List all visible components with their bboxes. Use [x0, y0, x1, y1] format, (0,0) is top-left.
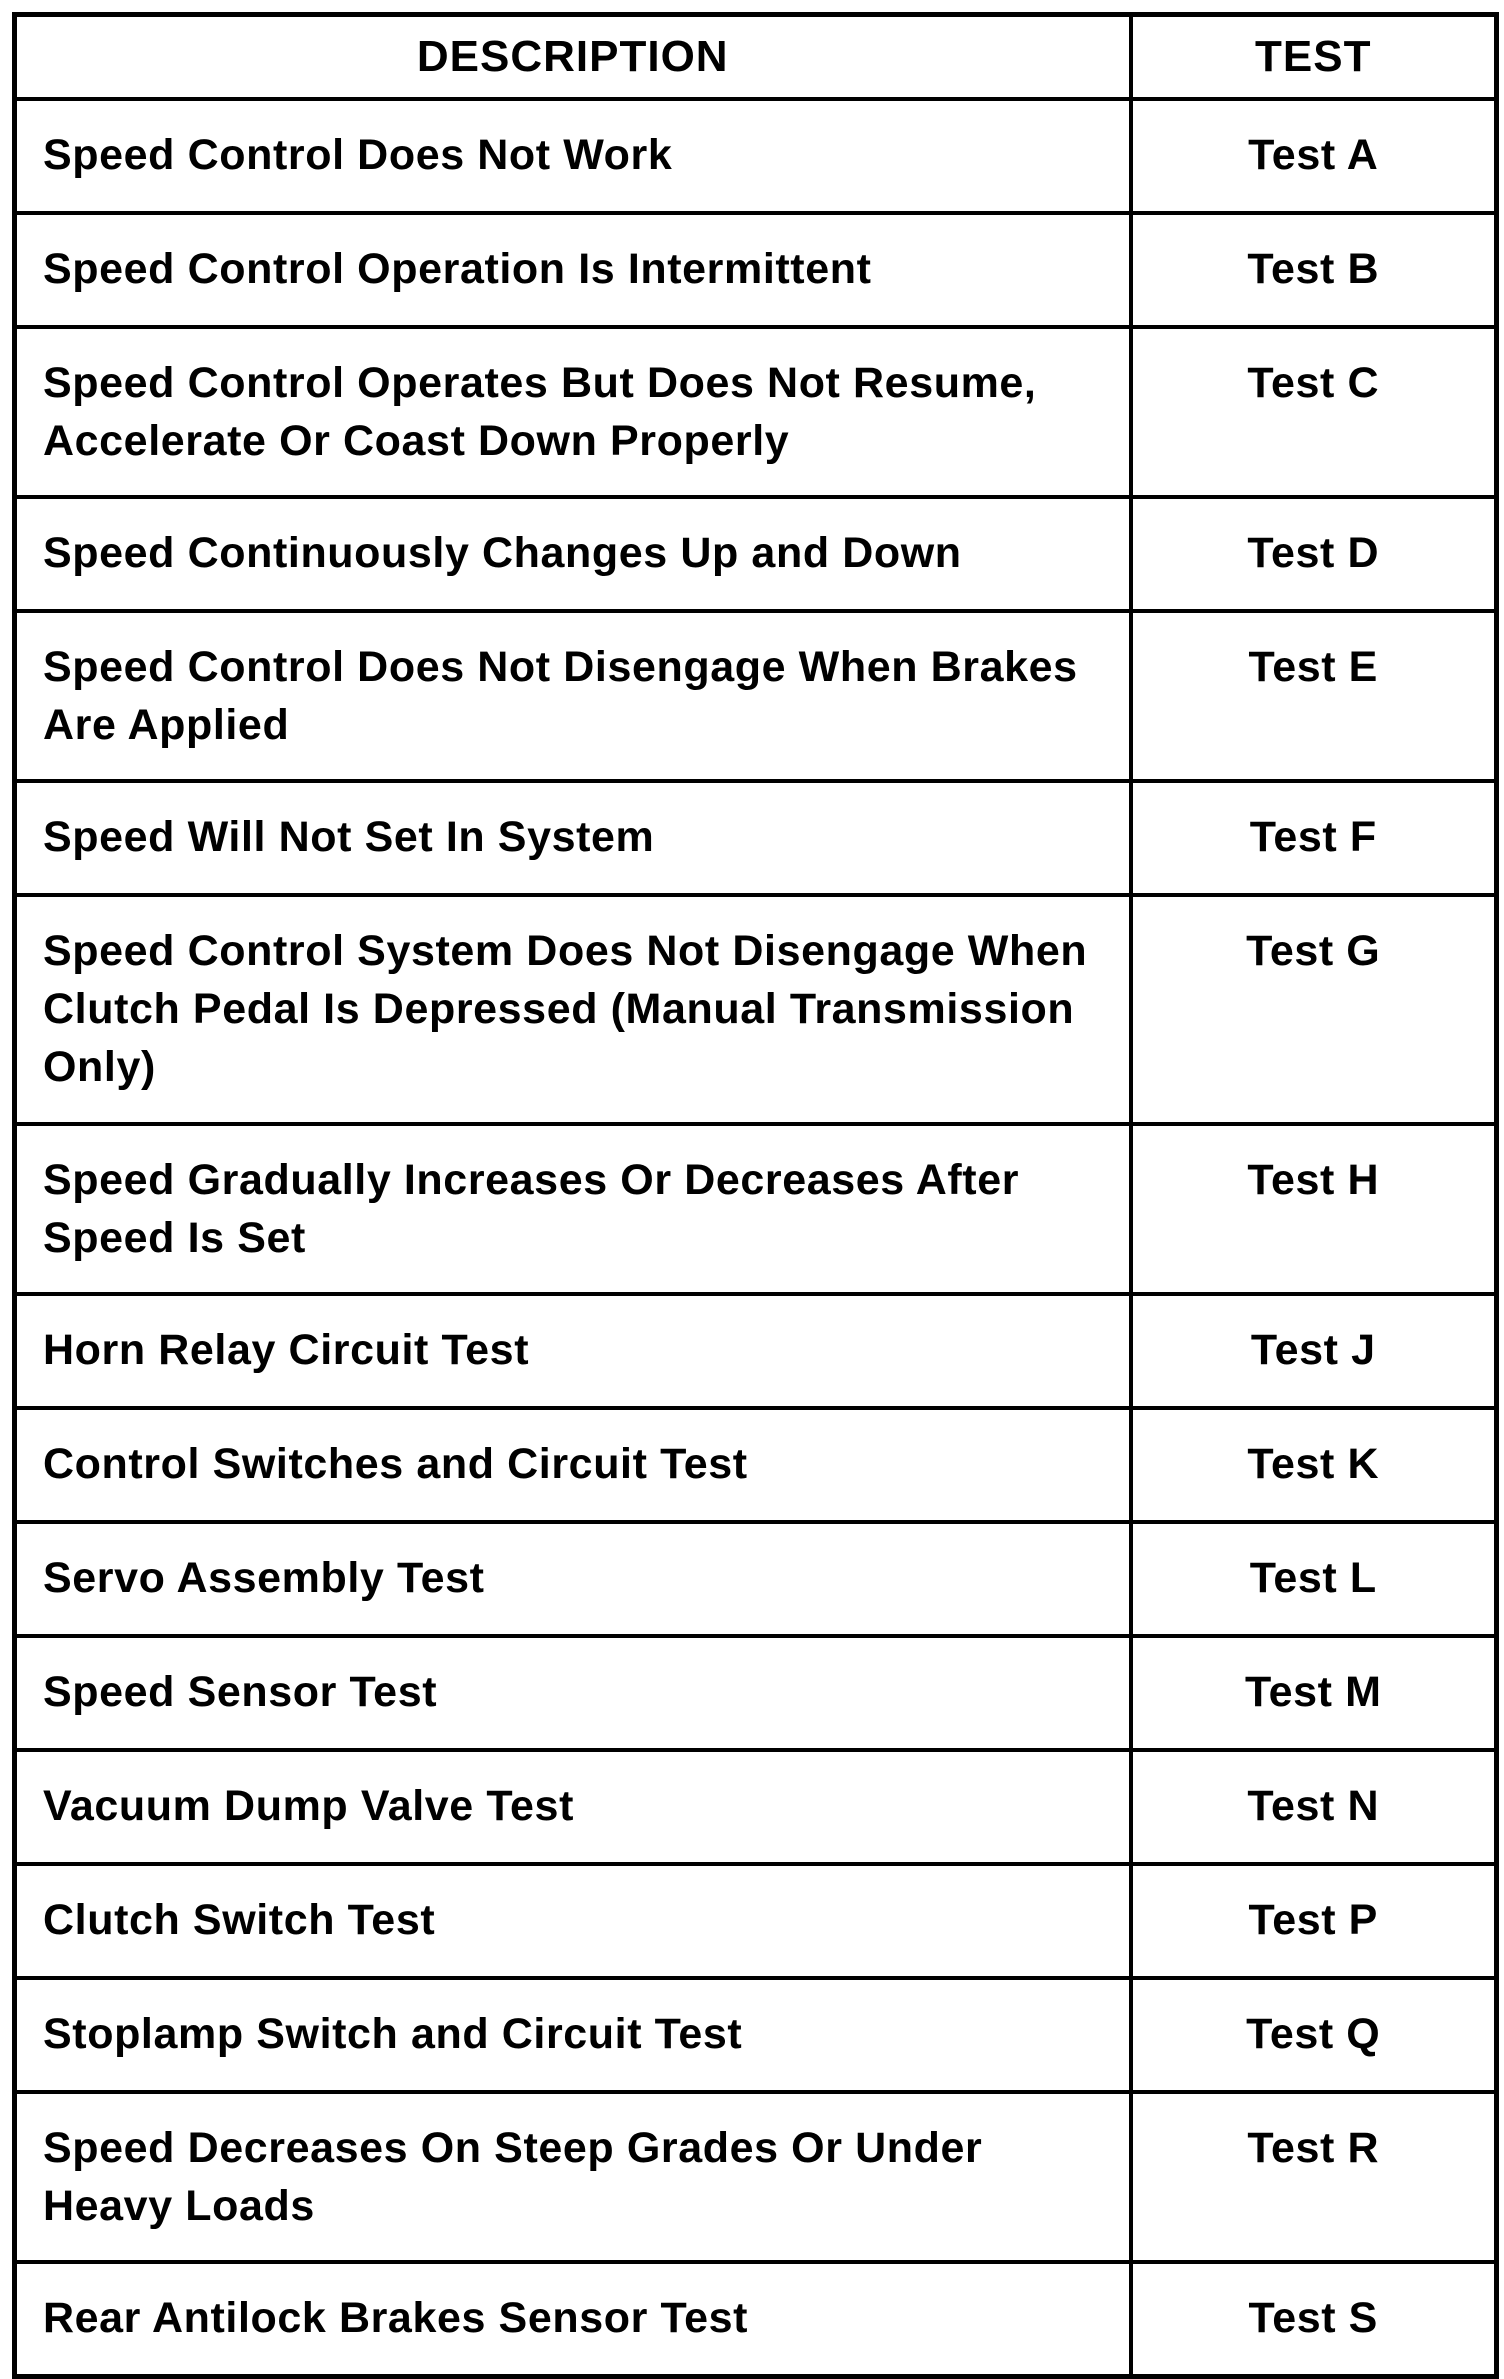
- description-cell: Speed Sensor Test: [15, 1636, 1131, 1750]
- table-row: [15, 1124, 1497, 1294]
- description-cell: Control Switches and Circuit Test: [15, 1408, 1131, 1522]
- table-row: [15, 1294, 1497, 1408]
- description-cell: Clutch Switch Test: [15, 1864, 1131, 1978]
- diagnosis-table-container: [12, 12, 1494, 2379]
- table-row: [15, 99, 1497, 213]
- description-cell: Speed Continuously Changes Up and Down: [15, 497, 1131, 611]
- description-cell: Rear Antilock Brakes Sensor Test: [15, 2262, 1131, 2377]
- table-row: [15, 1750, 1497, 1864]
- table-row: [15, 213, 1497, 327]
- description-cell: Horn Relay Circuit Test: [15, 1294, 1131, 1408]
- test-cell: Test L: [1131, 1522, 1497, 1636]
- test-cell: Test F: [1131, 781, 1497, 895]
- description-cell: Speed Gradually Increases Or Decreases After Speed Is Set: [15, 1124, 1131, 1294]
- description-cell: Speed Decreases On Steep Grades Or Under Heavy Loads: [15, 2092, 1131, 2262]
- test-cell: Test A: [1131, 99, 1497, 213]
- table-row: [15, 895, 1497, 1124]
- test-cell: Test D: [1131, 497, 1497, 611]
- description-cell: Servo Assembly Test: [15, 1522, 1131, 1636]
- description-cell: Speed Control Does Not Work: [15, 99, 1131, 213]
- description-cell: Speed Will Not Set In System: [15, 781, 1131, 895]
- test-cell: Test J: [1131, 1294, 1497, 1408]
- test-cell: Test C: [1131, 327, 1497, 497]
- description-cell: Stoplamp Switch and Circuit Test: [15, 1978, 1131, 2092]
- description-cell: Speed Control Operation Is Intermittent: [15, 213, 1131, 327]
- table-row: [15, 1636, 1497, 1750]
- table-row: [15, 327, 1497, 497]
- test-cell: Test B: [1131, 213, 1497, 327]
- test-cell: Test P: [1131, 1864, 1497, 1978]
- test-cell: Test K: [1131, 1408, 1497, 1522]
- description-cell: Speed Control Operates But Does Not Resume, Accelerate Or Coast Down Properly: [15, 327, 1131, 497]
- table-header-row: [15, 15, 1497, 100]
- table-row: [15, 1978, 1497, 2092]
- test-cell: Test M: [1131, 1636, 1497, 1750]
- table-row: [15, 1522, 1497, 1636]
- test-column-header: TEST: [1131, 15, 1497, 100]
- description-column-header: DESCRIPTION: [15, 15, 1131, 100]
- table-row: [15, 1408, 1497, 1522]
- description-cell: Speed Control Does Not Disengage When Brakes Are Applied: [15, 611, 1131, 781]
- test-cell: Test S: [1131, 2262, 1497, 2377]
- description-cell: Vacuum Dump Valve Test: [15, 1750, 1131, 1864]
- description-cell: Speed Control System Does Not Disengage When Clutch Pedal Is Depressed (Manual Transmission Only): [15, 895, 1131, 1124]
- test-cell: Test E: [1131, 611, 1497, 781]
- table-row: [15, 497, 1497, 611]
- test-cell: Test H: [1131, 1124, 1497, 1294]
- test-cell: Test R: [1131, 2092, 1497, 2262]
- table-row: [15, 2092, 1497, 2262]
- table-row: [15, 1864, 1497, 1978]
- test-cell: Test Q: [1131, 1978, 1497, 2092]
- test-cell: Test N: [1131, 1750, 1497, 1864]
- test-cell: Test G: [1131, 895, 1497, 1124]
- table-row: [15, 611, 1497, 781]
- table-row: [15, 2262, 1497, 2377]
- diagnosis-index-table: [12, 12, 1499, 2379]
- table-row: [15, 781, 1497, 895]
